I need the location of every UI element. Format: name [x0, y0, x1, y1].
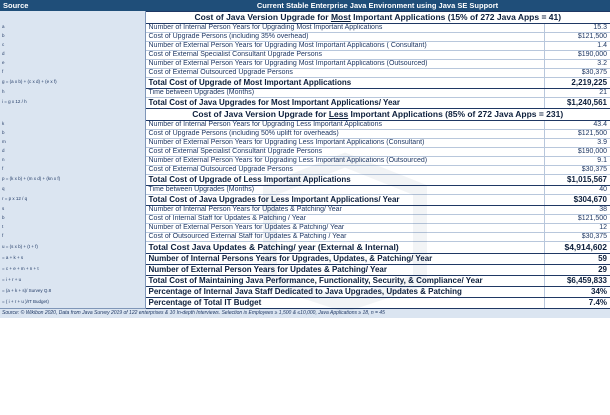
- row-label: Cost of External Outsourced Upgrade Persons: [145, 68, 544, 77]
- row-label: Number of Internal Person Years for Upgrading Less Important Applications: [145, 120, 544, 129]
- table-row: [0, 165, 610, 174]
- table-row: [0, 214, 610, 223]
- row-source: h: [0, 88, 145, 97]
- row-value: $190,000: [544, 147, 610, 156]
- total-label: Total Cost of Upgrade of Most Important Applications: [145, 77, 544, 88]
- total-value: $1,240,561: [544, 97, 610, 108]
- header-row: [0, 0, 610, 11]
- table-row: [0, 147, 610, 156]
- row-value: 3.2: [544, 59, 610, 68]
- section-header-most: [0, 11, 610, 23]
- row-label: Number of External Person Years for Upgrading Most Important Applications ( Consultant): [145, 41, 544, 50]
- table-row: [0, 88, 610, 97]
- row-value: 9.1: [544, 156, 610, 165]
- row-source: d: [0, 50, 145, 59]
- summary-label: Number of Internal Persons Years for Upgrades, Updates, & Patching/ Year: [145, 253, 544, 264]
- table-row: [0, 68, 610, 77]
- table-row: [0, 50, 610, 59]
- row-source: d: [0, 147, 145, 156]
- table-row: [0, 32, 610, 41]
- row-source: c: [0, 41, 145, 50]
- row-label: Number of External Person Years for Updates & Patching/ Year: [145, 223, 544, 232]
- summary-row: [0, 253, 610, 264]
- row-source: m: [0, 138, 145, 147]
- summary-value: 59: [544, 253, 610, 264]
- footnote-row: [0, 308, 610, 318]
- table-row: [0, 59, 610, 68]
- total-label: Total Cost of Java Upgrades for Most Important Applications/ Year: [145, 97, 544, 108]
- row-source: e: [0, 59, 145, 68]
- summary-label: Percentage of Internal Java Staff Dedicated to Java Upgrades, Updates & Patching: [145, 286, 544, 297]
- summary-label: Number of External Person Years for Updates & Patching/ Year: [145, 264, 544, 275]
- row-value: $30,375: [544, 232, 610, 241]
- section-title: Cost of Java Version Upgrade for Most Important Applications (15% of 272 Java Apps = 41): [145, 11, 610, 23]
- summary-value: 29: [544, 264, 610, 275]
- total-label: Total Cost of Java Upgrades for Less Important Applications/ Year: [145, 194, 544, 205]
- row-value: 3.9: [544, 138, 610, 147]
- row-label: Number of External Person Years for Upgrading Less Important Applications (Consultant): [145, 138, 544, 147]
- row-source: u = (s x b) + (t + f): [0, 241, 145, 253]
- row-source: = ( i + r + u )/IT Budget): [0, 297, 145, 308]
- total-label: Total Cost of Upgrade of Less Important Applications: [145, 174, 544, 185]
- table-row: [0, 205, 610, 214]
- summary-row: [0, 275, 610, 286]
- row-label: Cost of Internal Staff for Updates & Patching / Year: [145, 214, 544, 223]
- row-label: Time between Upgrades (Months): [145, 88, 544, 97]
- row-value: $121,500: [544, 32, 610, 41]
- row-source: t: [0, 223, 145, 232]
- row-label: Number of External Person Years for Upgrading Most Important Applications (Outsourced): [145, 59, 544, 68]
- table-row: [0, 138, 610, 147]
- row-source: f: [0, 232, 145, 241]
- row-value: $190,000: [544, 50, 610, 59]
- row-source: f: [0, 165, 145, 174]
- row-label: Cost of Outsourced External Staff for Updates & Patching / Year: [145, 232, 544, 241]
- source-footnote: Source: © Wikibon 2020, Data from Java Survey 2019 of 122 enterprises & 10 In-depth Interviews. Selection is Employees ≥ 1,500 & ≤10,000, Java Applications ≥ 18, n = 45: [0, 308, 610, 318]
- summary-value: 7.4%: [544, 297, 610, 308]
- table-row: [0, 41, 610, 50]
- row-label: Cost of Upgrade Persons (including 35% overhead): [145, 32, 544, 41]
- table-title: Current Stable Enterprise Java Environment using Java SE Support: [145, 0, 610, 11]
- summary-value: 34%: [544, 286, 610, 297]
- row-source: b: [0, 32, 145, 41]
- summary-row: [0, 286, 610, 297]
- row-label: Number of Internal Person Years for Upgrading Most Important Applications: [145, 23, 544, 32]
- row-value: $121,500: [544, 129, 610, 138]
- total-value: $4,914,602: [544, 241, 610, 253]
- summary-value: $6,459,833: [544, 275, 610, 286]
- row-value: 15.3: [544, 23, 610, 32]
- table-row: [0, 185, 610, 194]
- row-label: Cost of External Specialist Consultant Upgrade Persons: [145, 50, 544, 59]
- row-value: 12: [544, 223, 610, 232]
- summary-row: [0, 297, 610, 308]
- row-label: Number of External Person Years for Upgrading Less Important Applications (Outsourced): [145, 156, 544, 165]
- total-label: Total Cost Java Updates & Patching/ year (External & Internal): [145, 241, 544, 253]
- section-title: Cost of Java Version Upgrade for Less Important Applications (85% of 272 Java Apps = 231): [145, 108, 610, 120]
- summary-label: Percentage of Total IT Budget: [145, 297, 544, 308]
- row-source: = i + r + u: [0, 275, 145, 286]
- row-source: b: [0, 214, 145, 223]
- row-source: k: [0, 120, 145, 129]
- total-row: [0, 77, 610, 88]
- row-source: = c + e + m + n + t: [0, 264, 145, 275]
- row-source: r = p x 12 / q: [0, 194, 145, 205]
- table-row: [0, 223, 610, 232]
- summary-row: [0, 264, 610, 275]
- row-label: Cost of External Specialist Consultant Upgrade Persons: [145, 147, 544, 156]
- table-row: [0, 232, 610, 241]
- row-source: = a + k + s: [0, 253, 145, 264]
- row-source: b: [0, 129, 145, 138]
- patching-total-row: [0, 241, 610, 253]
- row-label: Cost of Upgrade Persons (including 50% uplift for overheads): [145, 129, 544, 138]
- table-row: [0, 129, 610, 138]
- table-row: [0, 156, 610, 165]
- table-row: [0, 23, 610, 32]
- row-source: g = (a x b) + (c x d) + (e x f): [0, 77, 145, 88]
- row-value: 1.4: [544, 41, 610, 50]
- row-value: 38: [544, 205, 610, 214]
- section-title-emphasis: Less: [328, 108, 349, 119]
- total-row: [0, 174, 610, 185]
- row-label: Time between Upgrades (Months): [145, 185, 544, 194]
- row-source: n: [0, 156, 145, 165]
- row-source: q: [0, 185, 145, 194]
- row-source: a: [0, 23, 145, 32]
- total-value: $304,670: [544, 194, 610, 205]
- row-value: $30,375: [544, 68, 610, 77]
- row-source: p = (k x b) + (m x d) + (kn x f): [0, 174, 145, 185]
- table-row: [0, 120, 610, 129]
- annual-total-row: [0, 97, 610, 108]
- row-source: f: [0, 68, 145, 77]
- row-label: Number of Internal Person Years for Updates & Patching/ Year: [145, 205, 544, 214]
- row-value: $30,375: [544, 165, 610, 174]
- section-title-emphasis: Most: [330, 11, 351, 22]
- row-source: i = g x 12 / h: [0, 97, 145, 108]
- section-header-less: [0, 108, 610, 120]
- source-column-header: Source: [0, 0, 145, 11]
- annual-total-row: [0, 194, 610, 205]
- total-value: $1,015,567: [544, 174, 610, 185]
- row-value: $121,500: [544, 214, 610, 223]
- row-value: 40: [544, 185, 610, 194]
- row-value: 43.4: [544, 120, 610, 129]
- row-label: Cost of External Outsourced Upgrade Persons: [145, 165, 544, 174]
- row-source: = (a + k + s)/ Survey Q.8: [0, 286, 145, 297]
- total-value: 2,219,225: [544, 77, 610, 88]
- summary-label: Total Cost of Maintaining Java Performance, Functionality, Security, & Compliance/ Year: [145, 275, 544, 286]
- row-source: s: [0, 205, 145, 214]
- row-value: 21: [544, 88, 610, 97]
